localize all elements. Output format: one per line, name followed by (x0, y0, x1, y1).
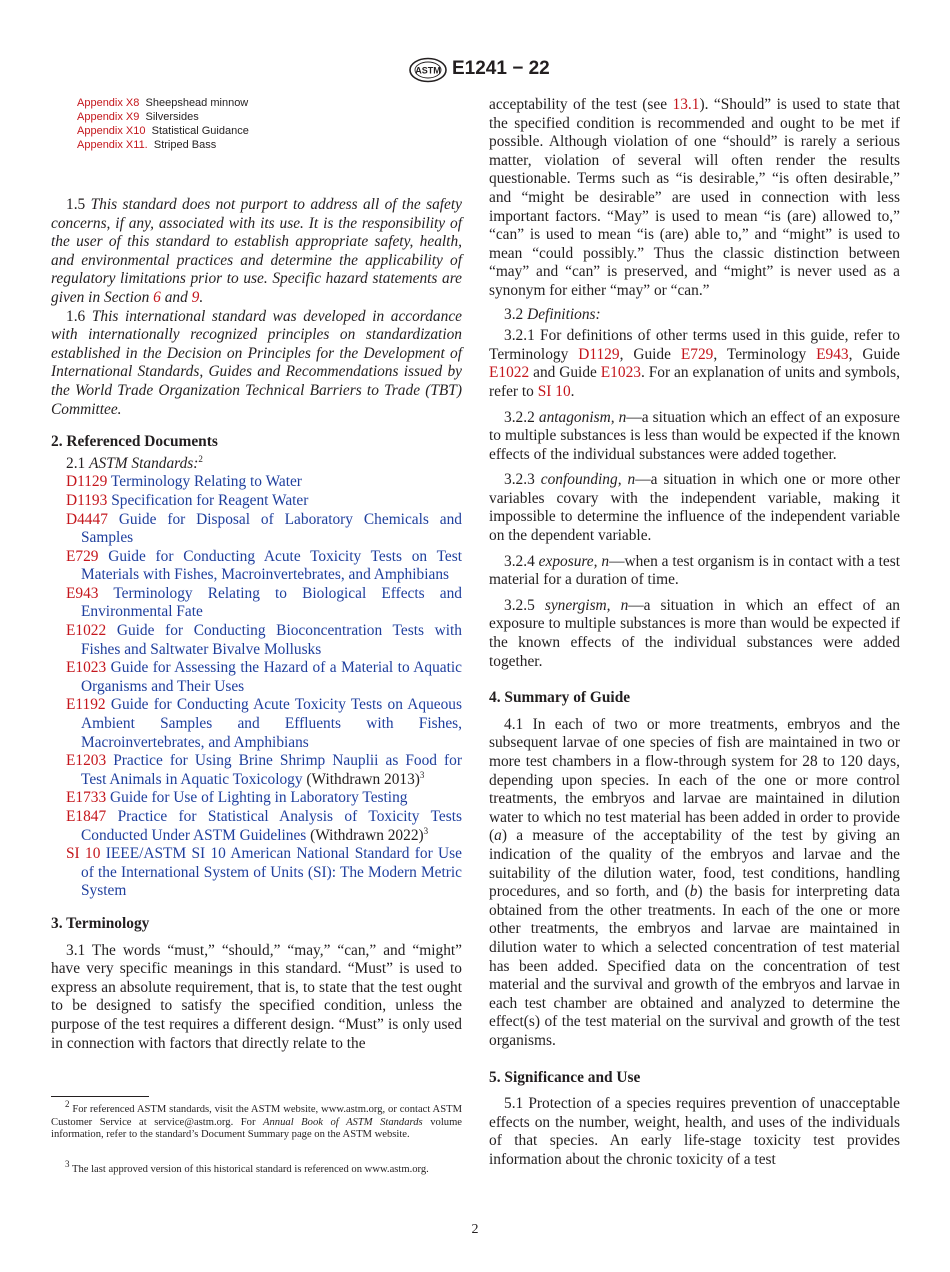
para-text: ) the basis for interpreting data obtained from the other treatments. In each of the one or more other treatments, the embryos and larvae are maintained in dilution water to which a selected concentration of test material has been added. Specified data on the concentration of test material and the survival and growth of the embryos and larvae in each test chamber are obtained and analyzed to determine the effect(s) of the test material on the survival and growth of the test organisms. (489, 883, 900, 1049)
ref-number[interactable]: E1022 (66, 622, 107, 640)
para-text: . For an explanation of units and symbols, refer to (489, 364, 901, 400)
ref-status: (Withdrawn 2022) (310, 826, 424, 844)
reference-item (51, 548, 462, 585)
section-link[interactable]: 9 (191, 288, 200, 306)
para-text: This international standard was developed in accordance with internationally recognized principles on standardization established in the Decision on Principles for the Development of International Standards, Guides and Recommendations issued by the World Trade Organization Technical Barriers to Trade (TBT) Committee. (51, 307, 462, 418)
para-number: 1.5 (66, 196, 86, 213)
para-text: 3.2.1 For definitions of other terms used in this guide, refer to Terminology (489, 327, 900, 363)
ref-link[interactable]: E1023 (600, 364, 641, 382)
ref-title[interactable]: Guide for Use of Lighting in Laboratory Testing (110, 789, 408, 807)
reference-item (51, 585, 462, 622)
appendix-link[interactable]: Appendix X8 (77, 97, 140, 109)
section-link[interactable]: 13.1 (672, 96, 700, 113)
definition-synergism (489, 597, 900, 671)
para-text: and (164, 288, 188, 306)
appendix-link[interactable]: Appendix X9 (77, 111, 140, 123)
reference-item (51, 659, 462, 696)
defined-term: synergism, (544, 596, 611, 614)
definition-text: —a situation which an effect of an exposure to multiple substances is less than would be expected if the known effects of the individual substances were added together. (489, 408, 900, 463)
ref-number[interactable]: E1733 (66, 789, 107, 807)
ref-link[interactable]: SI 10 (537, 382, 571, 400)
definition-exposure (489, 553, 900, 590)
ref-number[interactable]: D4447 (66, 510, 108, 528)
ref-status: (Withdrawn 2013) (306, 770, 420, 788)
appendix-item (77, 124, 462, 138)
reference-list (51, 473, 462, 901)
para-text: . (570, 382, 575, 400)
appendix-item (77, 138, 462, 152)
ref-number[interactable]: D1193 (66, 491, 108, 509)
definition-confounding (489, 471, 900, 545)
defined-term: exposure, (538, 552, 598, 570)
appendix-link[interactable]: Appendix X10 (77, 125, 146, 137)
para-number: 3.2 (504, 305, 524, 323)
appendix-title: Striped Bass (153, 139, 217, 151)
astm-logo-icon (408, 57, 448, 83)
ref-link[interactable]: E729 (680, 345, 714, 363)
appendix-list (51, 96, 462, 152)
document-code: E1241 − 22 (452, 58, 550, 79)
page-header (0, 55, 950, 85)
definition-text: —when a test organism is in contact with a test material for a duration of time. (489, 552, 900, 589)
footnote-2 (51, 1099, 463, 1142)
subsection-title: ASTM Standards: (89, 454, 199, 472)
reference-item (51, 845, 462, 901)
reference-item (51, 808, 462, 845)
para-number: 3.2.3 (504, 471, 535, 489)
para-number: 3.2.4 (504, 552, 535, 570)
definition-text: —a situation in which an effect of an exposure to multiple substances is more than would be expected if the known effects of the individual substances were added together. (489, 596, 900, 670)
para-text: acceptability of the test (see (489, 96, 668, 113)
section-heading-4: 4. Summary of Guide (489, 689, 631, 707)
para-number: 2.1 (66, 454, 86, 472)
footnote-marker: 3 (65, 1159, 70, 1170)
ref-number[interactable]: E729 (66, 547, 99, 565)
defined-term: antagonism, (538, 408, 615, 426)
ref-link[interactable]: D1129 (578, 345, 620, 363)
para-text: ). “Should” is used to state that the specified condition is recommended and ought to be met if possible. Although violation of one “should” is rarely a serious matter, violation of several will often render the results questionable. Terms such as “is desirable,” “is often desirable,” and “might be desirable” are used in connection with less important factors. “May” is used to mean “is (are) allowed to,” “can” is used to mean “is (are) able to,” and “might” is used to mean “could possibly.” Thus the classic distinction between “may” and “can” is preserved, and “might” is never used as a synonym for either “may” or “can.” (489, 96, 900, 299)
paragraph-3-2-1 (489, 327, 900, 401)
reference-item (51, 473, 462, 492)
paragraph-1-6 (51, 308, 462, 420)
definition-text: —a situation in which one or more other variables covary with the independent variable, making it impossible to determine the influence of the independent variable on the dependent variable. (489, 471, 900, 545)
paragraph-3-1-continued (489, 96, 900, 301)
reference-item (51, 492, 462, 511)
paragraph-4-1 (489, 716, 900, 1051)
reference-item (51, 752, 462, 789)
ref-link[interactable]: E943 (816, 345, 849, 363)
defined-term: confounding, (540, 471, 622, 489)
part-of-speech: n (620, 596, 629, 614)
ref-title[interactable]: Specification for Reagent Water (111, 491, 309, 509)
paragraph-3-1: 3.1 The words “must,” “should,” “may,” “can,” and “might” have very specific meanings in this standard. “Must” is used to express an absolute requirement, that is, to state that the test ought to be designed to satisfy the specified condition, unless the purpose of the test requires a different design. “Must” is only used in connection with factors that directly relate to the (51, 941, 462, 1052)
page-number: 2 (471, 1222, 479, 1237)
ref-title[interactable]: Guide for Conducting Bioconcentration Tests with Fishes and Saltwater Bivalve Mollusks (81, 622, 462, 658)
appendix-title: Silversides (145, 111, 199, 123)
ref-number[interactable]: SI 10 (66, 845, 101, 863)
para-text: . (199, 288, 204, 306)
definition-antagonism (489, 409, 900, 465)
footnote-text: For referenced ASTM standards, visit the ASTM website, www.astm.org, or contact ASTM Customer Service at service@astm.org. For (51, 1104, 462, 1128)
ref-title[interactable]: Terminology Relating to Biological Effects and Environmental Fate (81, 584, 462, 621)
footnote-text: Annual Book of ASTM Standards (263, 1116, 423, 1128)
footnote-text: The last approved version of this historical standard is referenced on www.astm.org. (71, 1164, 429, 1175)
footnote-divider (51, 1096, 149, 1097)
ref-number[interactable]: E1203 (66, 752, 107, 770)
section-link[interactable]: 6 (153, 288, 161, 306)
logo-text: ASTM (415, 65, 441, 76)
footnote-ref[interactable]: 3 (423, 825, 429, 836)
appendix-link[interactable]: Appendix X11. (77, 139, 148, 151)
subsection-title: Definitions: (527, 305, 601, 323)
para-text: , Guide (848, 345, 900, 363)
subsection-2-1 (51, 455, 462, 474)
reference-item (51, 789, 462, 808)
reference-item (51, 622, 462, 659)
para-text: , Guide (619, 345, 671, 363)
ref-title[interactable]: Guide for Assessing the Hazard of a Material to Aquatic Organisms and Their Uses (81, 659, 462, 695)
ref-title[interactable]: Guide for Conducting Acute Toxicity Tests on Aqueous Ambient Samples and Effluents with Fishes, Macroinvertebrates, and Amphibians (81, 696, 462, 751)
para-text: , Terminology (713, 345, 807, 363)
para-text: and Guide (533, 364, 597, 382)
ref-link[interactable]: E1022 (489, 364, 530, 382)
footnote-marker: 2 (65, 1099, 70, 1110)
part-of-speech: n (618, 408, 627, 426)
para-number: 1.6 (66, 307, 86, 325)
section-heading-3: 3. Terminology (51, 914, 150, 932)
reference-item (51, 696, 462, 752)
para-number: 3.2.5 (504, 596, 535, 614)
section-heading-5: 5. Significance and Use (489, 1068, 641, 1086)
appendix-item (77, 110, 462, 124)
ref-title[interactable]: IEEE/ASTM SI 10 American National Standard for Use of the International System of Units (SI): The Modern Metric System (81, 845, 462, 900)
ref-title[interactable]: Practice for Statistical Analysis of Toxicity Tests Conducted Under ASTM Guidelines (81, 808, 462, 844)
paragraph-1-5 (51, 196, 462, 308)
para-text: 4.1 In each of two or more treatments, embryos and the subsequent larvae of one species of fish are maintained in two or more test chambers in a flow-through system for 28 to 120 days, depending upon species. In each of the one or more control treatments, the embryos and larvae are maintained in dilution water to which no test material has been added in order to provide ( (489, 715, 900, 845)
para-text: ) a measure of the acceptability of the test by giving an indication of the quality of the embryos and larvae and the suitability of the dilution water, food, test conditions, handling procedures, and so forth, and ( (489, 827, 900, 901)
part-of-speech: n (601, 552, 610, 570)
ref-number[interactable]: D1129 (66, 473, 108, 491)
para-text: b (689, 883, 698, 901)
appendix-title: Statistical Guidance (151, 125, 249, 137)
paragraph-5-1: 5.1 Protection of a species requires prevention of unacceptable effects on the number, weight, health, and uses of the individuals of that species. An early life-stage toxicity test provides information about the chronic toxicity of a test (489, 1095, 900, 1168)
right-column (489, 96, 900, 1169)
ref-title[interactable]: Guide for Conducting Acute Toxicity Tests on Test Materials with Fishes, Macroinvertebrates, and Amphibians (81, 547, 462, 584)
ref-title[interactable]: Practice for Using Brine Shrimp Nauplii as Food for Test Animals in Aquatic Toxicology (81, 752, 462, 788)
appendix-title: Sheepshead minnow (145, 97, 249, 109)
footnote-ref[interactable]: 2 (198, 453, 203, 464)
ref-number[interactable]: E1023 (66, 659, 107, 677)
section-heading-2: 2. Referenced Documents (51, 433, 218, 451)
reference-item (51, 511, 462, 548)
ref-number[interactable]: E1847 (66, 808, 107, 825)
para-number: 3.2.2 (504, 408, 535, 426)
subsection-3-2 (489, 306, 900, 325)
footnote-ref[interactable]: 3 (419, 769, 425, 780)
left-column (51, 96, 462, 1053)
appendix-item (77, 96, 462, 110)
ref-number[interactable]: E1192 (66, 696, 106, 714)
ref-number[interactable]: E943 (66, 584, 99, 602)
ref-title[interactable]: Guide for Disposal of Laboratory Chemicals and Samples (81, 510, 462, 547)
ref-title[interactable]: Terminology Relating to Water (110, 473, 302, 491)
footnote-3 (51, 1159, 462, 1177)
para-text: This standard does not purport to address all of the safety concerns, if any, associated with its use. It is the responsibility of the user of this standard to establish appropriate safety, health, and environmental practices and determine the applicability of regulatory limitations prior to use. Specific hazard statements are given in Section (51, 196, 462, 306)
para-text: a (494, 827, 502, 845)
part-of-speech: n (627, 471, 636, 489)
footnote-text: volume information, refer to the standard’s Document Summary page on the ASTM website. (51, 1116, 463, 1141)
